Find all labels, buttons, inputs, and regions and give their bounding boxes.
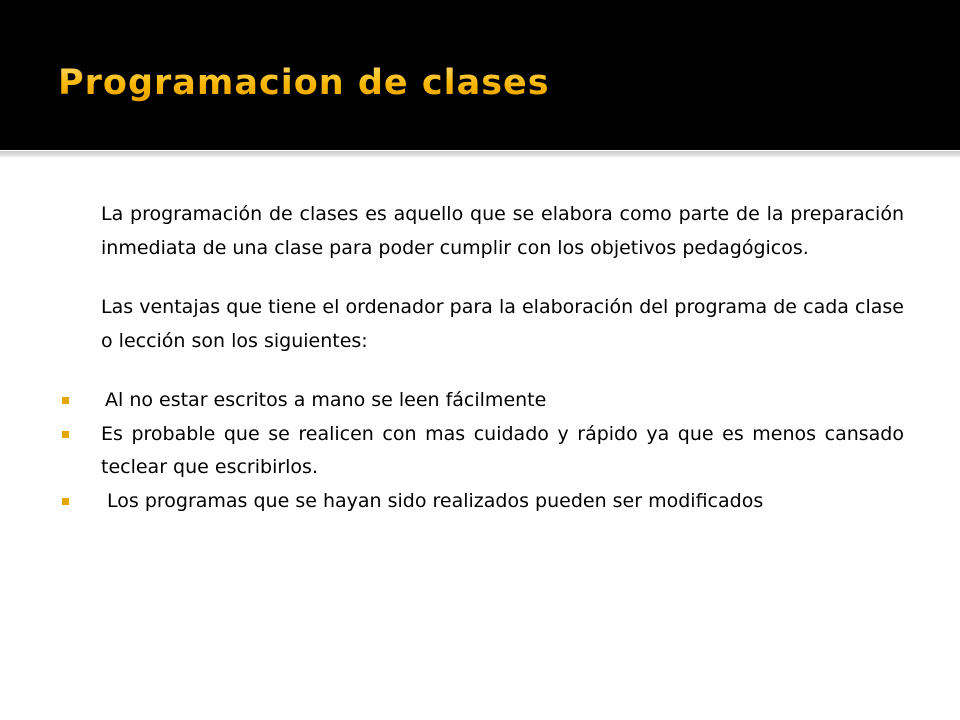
advantages-paragraph: Las ventajas que tiene el ordenador para la elaboración del programa de cada clase o lección son los siguientes: [101,296,904,352]
list-item [62,384,904,418]
slide-title: Programacion de clases [58,58,550,108]
list-item-text: Los programas que se hayan sido realizados pueden ser modificados [107,489,764,512]
square-bullet-icon [62,397,69,404]
list-item [62,418,904,485]
list-item-text: Al no estar escritos a mano se leen fácilmente [105,389,547,411]
header-divider [0,151,960,157]
square-bullet-icon [62,498,69,505]
slide-body [62,198,904,518]
list-item [62,485,904,519]
square-bullet-icon [62,431,69,438]
list-item-text: Es probable que se realicen con mas cuidado y rápido ya que es menos cansado teclear que escribirlos. [101,422,904,478]
intro-paragraph: La programación de clases es aquello que se elabora como parte de la preparación inmediata de una clase para poder cumplir con los objetivos pedagógicos. [101,203,904,259]
header-band [0,0,960,150]
advantages-list [62,384,904,518]
